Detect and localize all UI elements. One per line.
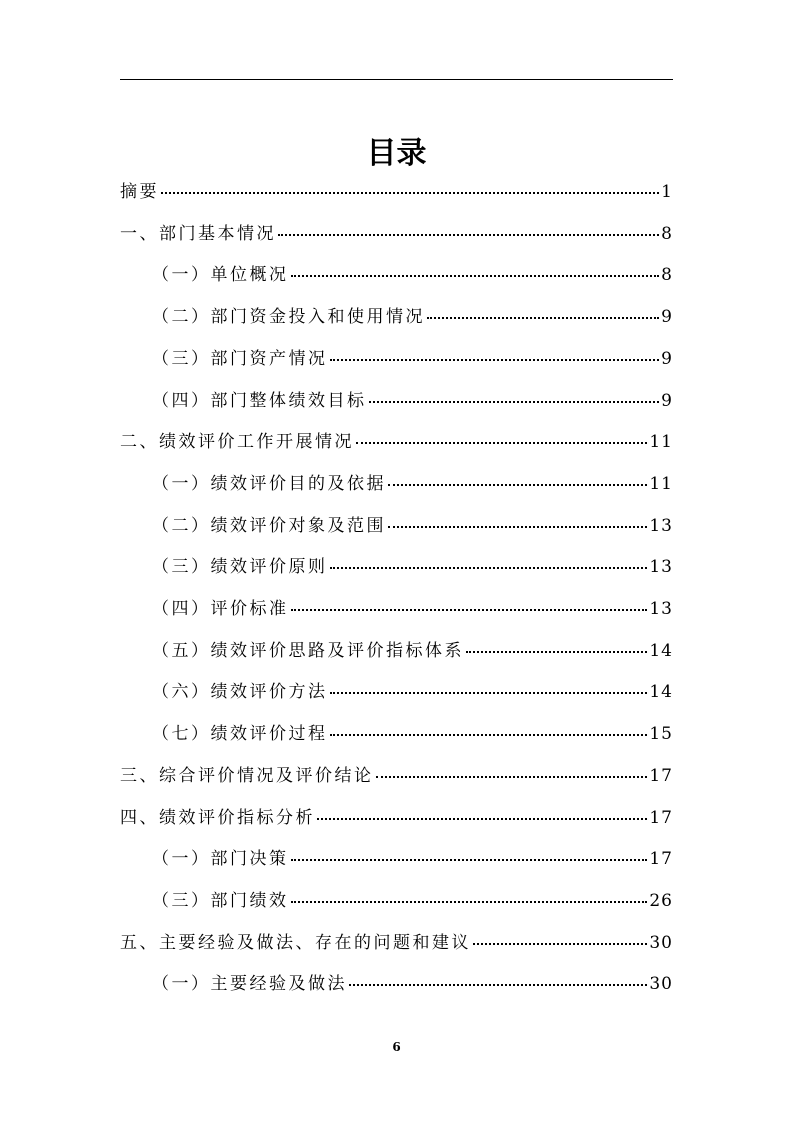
toc-entry-page: 9	[661, 307, 673, 328]
toc-entry[interactable]	[120, 803, 673, 833]
toc-entry-page: 14	[649, 640, 673, 661]
toc-leader-dots	[291, 859, 648, 861]
toc-leader-dots	[376, 776, 648, 778]
toc-entry-page: 9	[661, 348, 673, 369]
toc-entry-label: 三、综合评价情况及评价结论	[120, 765, 374, 786]
toc-leader-dots	[473, 943, 647, 945]
toc-entry-label: （四）部门整体绩效目标	[152, 390, 367, 411]
toc-leader-dots	[330, 734, 648, 736]
toc-entry-page: 30	[649, 974, 673, 995]
toc-entry[interactable]	[152, 594, 673, 624]
toc-entry[interactable]	[120, 177, 673, 207]
toc-entry-page: 17	[649, 765, 673, 786]
toc-title: 目录	[366, 136, 427, 171]
toc-leader-dots	[369, 401, 660, 403]
toc-entry-page: 13	[649, 599, 673, 619]
toc-leader-dots	[161, 192, 659, 194]
toc-entry-page: 8	[661, 265, 673, 286]
toc-leader-dots	[466, 651, 647, 653]
toc-entry-page: 17	[649, 849, 673, 870]
toc-entry[interactable]	[120, 219, 673, 249]
toc-entry[interactable]	[152, 844, 673, 874]
toc-entry[interactable]	[152, 636, 673, 666]
toc-leader-dots	[349, 984, 647, 986]
page-number: 6	[392, 1040, 401, 1054]
toc-entry[interactable]	[152, 719, 673, 749]
toc-entry-label: 摘要	[120, 182, 159, 202]
toc-entry-page: 13	[649, 515, 673, 536]
toc-leader-dots	[330, 567, 648, 569]
toc-entry-page: 26	[649, 890, 673, 911]
toc-leader-dots	[388, 526, 647, 528]
toc-entry-label: （一）部门决策	[152, 849, 289, 870]
toc-entry-label: （五）绩效评价思路及评价指标体系	[152, 640, 464, 661]
toc-entry[interactable]	[152, 302, 673, 332]
toc-entry-page: 11	[649, 473, 673, 494]
toc-entry[interactable]	[152, 886, 673, 916]
toc-entry-label: 一、部门基本情况	[120, 223, 276, 244]
toc-entry[interactable]	[152, 552, 673, 582]
toc-entry-label: 五、主要经验及做法、存在的问题和建议	[120, 932, 471, 953]
toc-entry[interactable]	[152, 260, 673, 290]
toc-entry-page: 15	[649, 724, 673, 745]
toc-entry-page: 17	[649, 807, 673, 828]
toc-entry-label: （一）绩效评价目的及依据	[152, 473, 386, 494]
toc-leader-dots	[388, 484, 647, 486]
toc-leader-dots	[356, 442, 647, 444]
toc-entry[interactable]	[120, 761, 673, 791]
toc-entry-label: （三）部门绩效	[152, 890, 289, 911]
toc-entry-label: （三）部门资产情况	[152, 348, 328, 369]
toc-entry[interactable]	[152, 344, 673, 374]
toc-entry[interactable]	[120, 928, 673, 958]
toc-leader-dots	[330, 692, 648, 694]
toc-entry-label: （六）绩效评价方法	[152, 682, 328, 703]
toc-entry[interactable]	[152, 969, 673, 999]
toc-entry[interactable]	[152, 386, 673, 416]
toc-leader-dots	[291, 275, 660, 277]
toc-leader-dots	[427, 317, 659, 319]
toc-entry-page: 30	[649, 932, 673, 953]
toc-entry-page: 8	[661, 223, 673, 244]
toc-entry-page: 1	[661, 182, 673, 202]
toc-entry-label: （一）主要经验及做法	[152, 974, 347, 995]
toc-entry-label: （三）绩效评价原则	[152, 557, 328, 578]
toc-entry-page: 13	[649, 557, 673, 578]
toc-leader-dots	[278, 234, 659, 236]
toc-entry-label: （二）绩效评价对象及范围	[152, 515, 386, 536]
toc-entry-page: 9	[661, 390, 673, 411]
toc-entry-label: 四、绩效评价指标分析	[120, 807, 315, 828]
toc-entry[interactable]	[152, 469, 673, 499]
toc-entry[interactable]	[120, 427, 673, 457]
toc-entry-page: 11	[649, 432, 673, 453]
toc-entry-label: （二）部门资金投入和使用情况	[152, 307, 425, 328]
toc-leader-dots	[291, 609, 648, 611]
toc-leader-dots	[291, 901, 648, 903]
toc-leader-dots	[317, 818, 647, 820]
header-rule	[120, 79, 673, 80]
toc-entry[interactable]	[152, 677, 673, 707]
toc-entry-label: 二、绩效评价工作开展情况	[120, 432, 354, 453]
toc-entry-label: （一）单位概况	[152, 265, 289, 286]
toc-entry-page: 14	[649, 682, 673, 703]
toc-entry-label: （七）绩效评价过程	[152, 724, 328, 745]
toc-entry[interactable]	[152, 511, 673, 541]
toc-entry-label: （四）评价标准	[152, 599, 289, 619]
toc-leader-dots	[330, 359, 660, 361]
